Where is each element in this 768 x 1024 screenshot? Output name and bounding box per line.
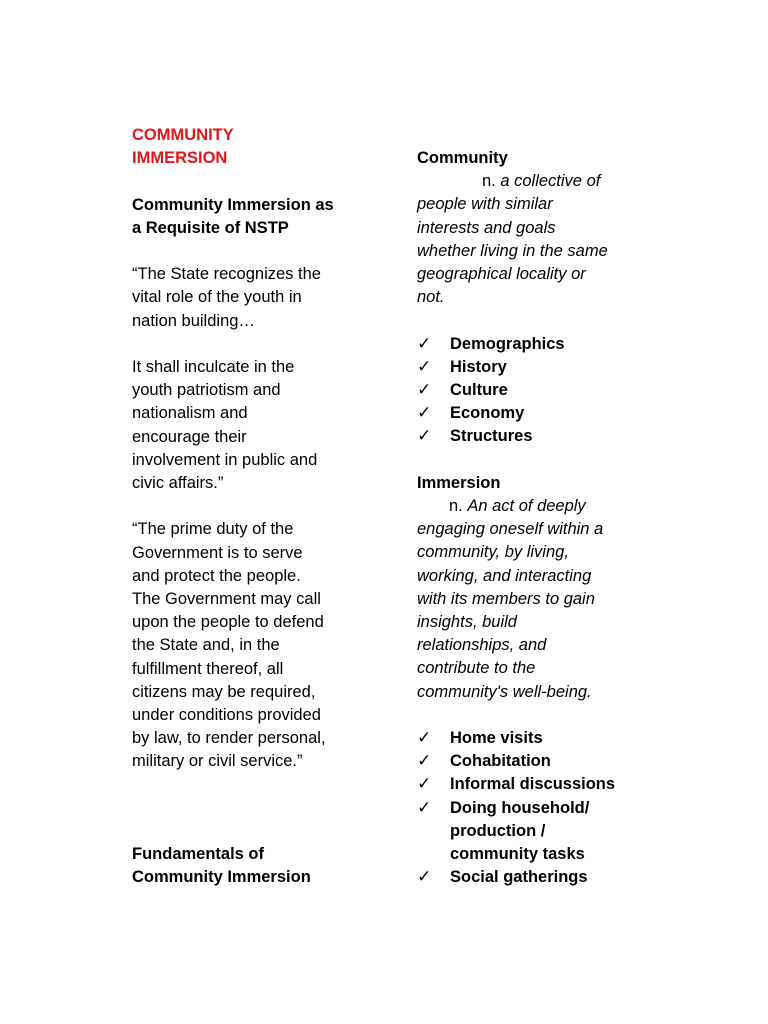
definition-line: community, by living,	[417, 543, 569, 562]
list-item: ✓ Demographics	[417, 333, 647, 356]
quote-line: citizens may be required,	[132, 682, 316, 701]
definition-line: engaging oneself within a	[417, 520, 604, 539]
quote-paragraph-1	[132, 263, 372, 333]
definition-line: geographical locality or	[417, 265, 586, 284]
quote-line: The Government may call	[132, 590, 321, 608]
fundamentals-heading-line-2: Community Immersion	[132, 868, 311, 887]
quote-line: encourage their	[132, 427, 247, 446]
list-item: ✓ Social gatherings	[417, 866, 647, 889]
immersion-heading: Immersion	[417, 473, 501, 492]
document-title-line-1: COMMUNITY	[132, 126, 234, 144]
definition-text: An act of deeply	[467, 497, 586, 516]
definition-line: whether living in the same	[417, 241, 608, 260]
quote-line: by law, to render personal,	[132, 729, 326, 748]
document-title-line-2: IMMERSION	[132, 149, 228, 168]
quote-line: nationalism and	[132, 404, 248, 423]
list-item: ✓ Structures	[417, 425, 647, 448]
quote-line: It shall inculcate in the	[132, 357, 295, 376]
check-mark-icon: ✓	[417, 751, 432, 772]
check-mark-icon: ✓	[417, 333, 432, 354]
subtitle-line-2: a Requisite of NSTP	[132, 218, 289, 237]
community-aspects-list	[417, 333, 647, 449]
community-definition-first-line	[417, 170, 647, 193]
quote-paragraph-2	[132, 356, 372, 495]
quote-line: under conditions provided	[132, 706, 321, 725]
quote-line: vital role of the youth in	[132, 288, 302, 307]
check-mark-icon: ✓	[417, 356, 432, 377]
list-item: ✓ Doing household/ production / community tasks	[417, 797, 590, 864]
definition-line: people with similar	[417, 195, 553, 214]
check-mark-icon: ✓	[417, 403, 432, 424]
immersion-definition-first-line	[417, 495, 647, 518]
quote-line: and protect the people.	[132, 566, 301, 585]
quote-line: “The State recognizes the	[132, 265, 321, 284]
quote-paragraph-3	[132, 518, 372, 773]
list-item: ✓ Cohabitation	[417, 750, 647, 773]
check-mark-icon: ✓	[417, 867, 432, 888]
definition-line: community's well-being.	[417, 682, 592, 701]
noun-marker: n.	[482, 172, 496, 191]
definition-line: with its members to gain	[417, 589, 595, 608]
definition-line: insights, build	[417, 613, 517, 632]
quote-line: military or civil service.”	[132, 752, 303, 771]
definition-line: relationships, and	[417, 636, 547, 655]
noun-marker: n.	[449, 497, 463, 516]
definition-line: not.	[417, 288, 445, 307]
definition-line: working, and interacting	[417, 566, 592, 585]
quote-line: involvement in public and	[132, 450, 318, 469]
immersion-activities-list	[417, 727, 647, 889]
quote-line: the State and, in the	[132, 636, 280, 655]
list-item: ✓ Home visits	[417, 727, 647, 750]
fundamentals-heading-line-1: Fundamentals of	[132, 845, 265, 864]
quote-line: nation building…	[132, 311, 255, 330]
quote-line: “The prime duty of the	[132, 520, 294, 539]
definition-line: interests and goals	[417, 218, 556, 237]
quote-line: fulfillment thereof, all	[132, 659, 284, 678]
quote-line: Government is to serve	[132, 543, 303, 562]
quote-line: civic affairs.”	[132, 474, 224, 492]
list-item: ✓ Economy	[417, 402, 647, 425]
subtitle-line-1: Community Immersion as	[132, 195, 334, 214]
check-mark-icon: ✓	[417, 426, 432, 447]
check-mark-icon: ✓	[417, 380, 432, 401]
check-mark-icon: ✓	[417, 728, 432, 749]
list-item: ✓ History	[417, 356, 647, 379]
quote-line: youth patriotism and	[132, 381, 281, 400]
definition-text: a collective of	[500, 172, 601, 191]
check-mark-icon: ✓	[417, 797, 432, 818]
list-item: ✓ Informal discussions	[417, 773, 647, 796]
check-mark-icon: ✓	[417, 774, 432, 795]
left-column	[132, 124, 372, 890]
community-heading: Community	[417, 149, 508, 167]
right-column	[417, 147, 647, 889]
definition-line: contribute to the	[417, 659, 536, 678]
quote-line: upon the people to defend	[132, 613, 324, 632]
list-item: ✓ Culture	[417, 379, 647, 402]
